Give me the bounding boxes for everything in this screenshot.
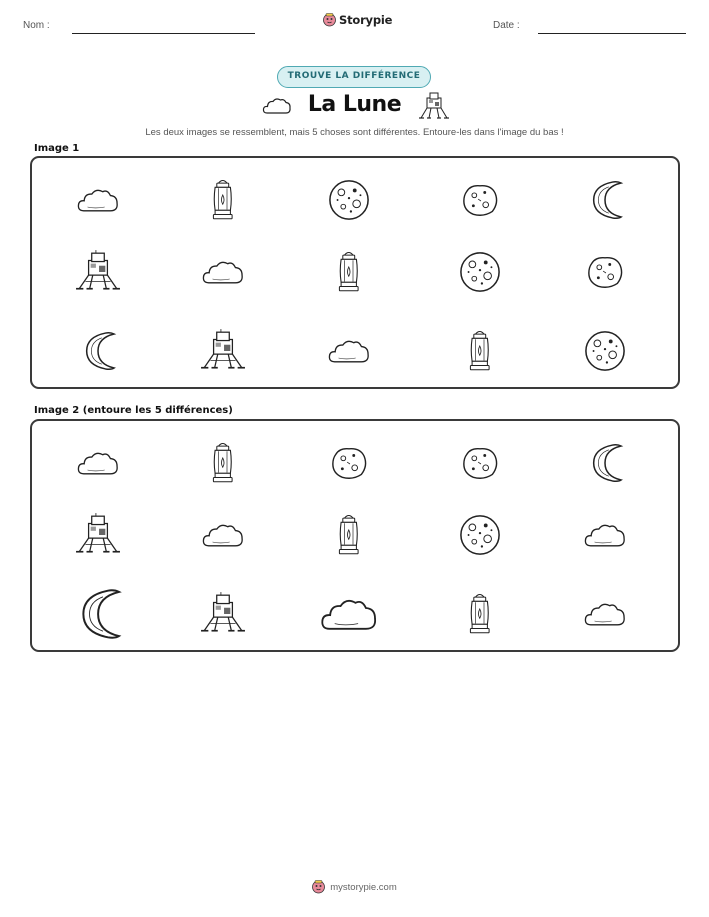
cloud-icon[interactable] bbox=[58, 427, 138, 499]
cloud-icon[interactable] bbox=[309, 578, 389, 650]
storypie-logo-icon bbox=[323, 13, 336, 27]
name-label: Nom : bbox=[23, 20, 50, 31]
lantern-icon[interactable] bbox=[183, 164, 263, 236]
rock-icon[interactable] bbox=[440, 427, 520, 499]
activity-badge: TROUVE LA DIFFÉRENCE bbox=[277, 66, 431, 88]
date-line[interactable] bbox=[538, 33, 686, 34]
image2-label: Image 2 (entoure les 5 différences) bbox=[34, 405, 233, 416]
moon-icon[interactable] bbox=[440, 499, 520, 571]
storypie-logo-icon bbox=[312, 880, 325, 894]
brand bbox=[323, 13, 392, 27]
cloud-icon[interactable] bbox=[183, 499, 263, 571]
lantern-icon[interactable] bbox=[440, 578, 520, 650]
lantern-icon[interactable] bbox=[183, 427, 263, 499]
moon-icon[interactable] bbox=[440, 236, 520, 308]
lunar-lander-icon bbox=[418, 90, 450, 122]
crescent-icon[interactable] bbox=[58, 578, 138, 650]
footer-site: mystorypie.com bbox=[330, 881, 397, 893]
cloud-icon[interactable] bbox=[309, 315, 389, 387]
lander-icon[interactable] bbox=[58, 499, 138, 571]
date-label: Date : bbox=[493, 20, 520, 31]
lander-icon[interactable] bbox=[183, 315, 263, 387]
image2-panel[interactable] bbox=[30, 419, 680, 652]
brand-name: Storypie bbox=[339, 13, 393, 27]
rock-icon[interactable] bbox=[440, 164, 520, 236]
image1-panel[interactable] bbox=[30, 156, 680, 389]
moon-icon[interactable] bbox=[565, 315, 645, 387]
moon-icon[interactable] bbox=[309, 164, 389, 236]
footer bbox=[0, 880, 709, 894]
worksheet-header bbox=[0, 0, 709, 40]
rock-icon[interactable] bbox=[565, 236, 645, 308]
name-line[interactable] bbox=[72, 33, 255, 34]
lantern-icon[interactable] bbox=[309, 499, 389, 571]
lantern-icon[interactable] bbox=[440, 315, 520, 387]
crescent-icon[interactable] bbox=[565, 427, 645, 499]
cloud-icon[interactable] bbox=[565, 578, 645, 650]
crescent-icon[interactable] bbox=[58, 315, 138, 387]
rock-icon[interactable] bbox=[309, 427, 389, 499]
crescent-icon[interactable] bbox=[565, 164, 645, 236]
instructions-text: Les deux images se ressemblent, mais 5 choses sont différentes. Entoure-les dans l'image du bas ! bbox=[145, 127, 564, 138]
cloud-icon[interactable] bbox=[565, 499, 645, 571]
cloud-icon[interactable] bbox=[183, 236, 263, 308]
lantern-icon[interactable] bbox=[309, 236, 389, 308]
cloud-icon[interactable] bbox=[58, 164, 138, 236]
image1-label: Image 1 bbox=[34, 143, 80, 154]
lander-icon[interactable] bbox=[183, 578, 263, 650]
lander-icon[interactable] bbox=[58, 236, 138, 308]
page-title: La Lune bbox=[307, 92, 402, 117]
